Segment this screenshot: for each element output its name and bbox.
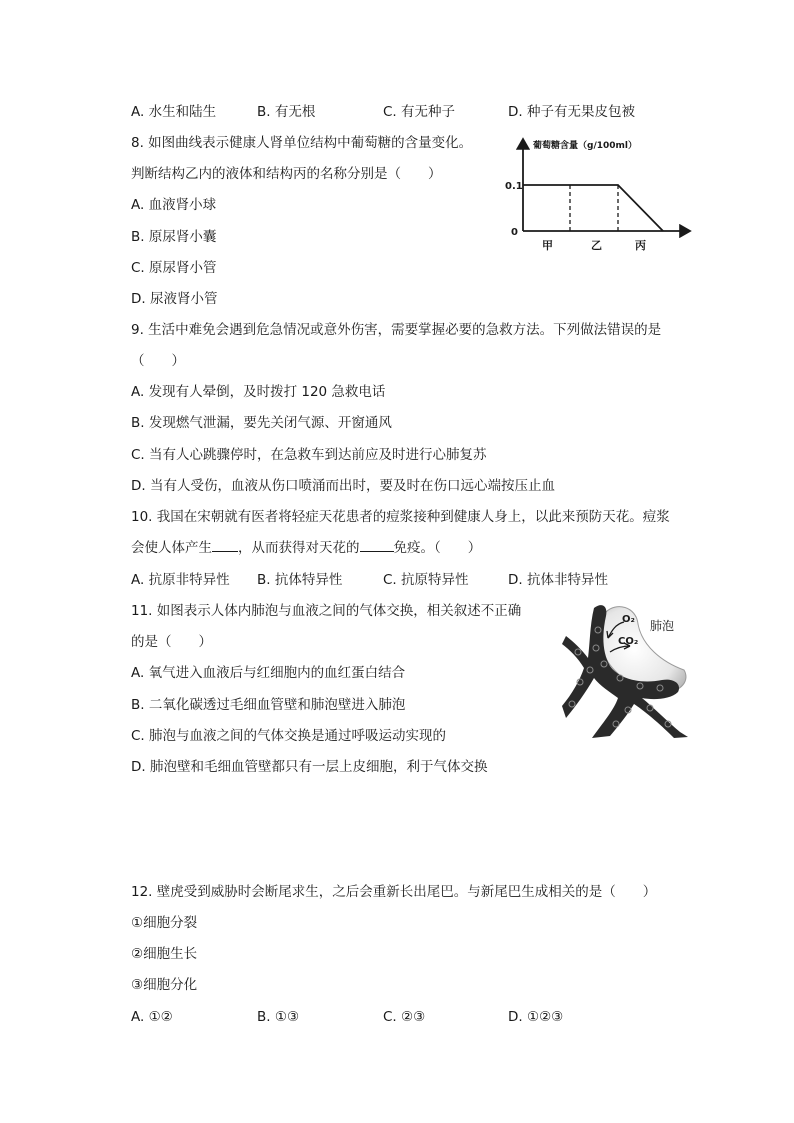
q10-blank-2 <box>360 539 394 552</box>
q12-option-c: C. ②③ <box>383 1009 426 1025</box>
glucose-chart <box>505 135 700 255</box>
q9-option-a: A. 发现有人晕倒，及时拨打 120 急救电话 <box>131 384 386 400</box>
chart-title: 葡萄糖含量（g/100ml） <box>533 141 637 151</box>
q11-option-d: D. 肺泡壁和毛细血管壁都只有一层上皮细胞，利于气体交换 <box>131 759 488 775</box>
q8-option-d: D. 尿液肾小管 <box>131 291 218 307</box>
q10-option-b: B. 抗体特异性 <box>257 572 343 588</box>
q10-text-a: 会使人体产生 <box>131 540 212 556</box>
o2-label: O₂ <box>622 614 635 625</box>
x-label-yi: 乙 <box>591 239 602 252</box>
series-line <box>523 185 663 231</box>
q11-option-a: A. 氧气进入血液后与红细胞内的血红蛋白结合 <box>131 665 406 681</box>
q10-stem-line2 <box>131 539 481 557</box>
q12-option-b: B. ①③ <box>257 1009 300 1025</box>
q11-option-c: C. 肺泡与血液之间的气体交换是通过呼吸运动实现的 <box>131 728 447 744</box>
q11-option-b: B. 二氧化碳透过毛细血管壁和肺泡壁进入肺泡 <box>131 697 406 713</box>
q9-stem-line1: 9. 生活中难免会遇到危急情况或意外伤害，需要掌握必要的急救方法。下列做法错误的是 <box>131 322 662 338</box>
y-tick-0: 0 <box>511 227 518 238</box>
y-tick-0.1: 0.1 <box>505 181 523 192</box>
q12-stem-line1: 12. 壁虎受到威胁时会断尾求生，之后会重新长出尾巴。与新尾巴生成相关的是（ ） <box>131 884 657 900</box>
q8-option-b: B. 原尿肾小囊 <box>131 229 217 245</box>
q7-option-c: C. 有无种子 <box>383 104 456 120</box>
q10-blank-1 <box>212 539 238 552</box>
q10-option-c: C. 抗原特异性 <box>383 572 469 588</box>
q9-option-d: D. 当有人受伤，血液从伤口喷涌而出时，要及时在伤口远心端按压止血 <box>131 478 555 494</box>
q12-item-1: ①细胞分裂 <box>131 915 198 931</box>
q10-text-b: ，从而获得对天花的 <box>238 540 360 556</box>
q10-stem-line1: 10. 我国在宋朝就有医者将轻症天花患者的痘浆接种到健康人身上，以此来预防天花。痘浆 <box>131 509 670 525</box>
alveolus-figure <box>558 600 693 740</box>
q10-text-c: 免疫。（ ） <box>393 540 482 556</box>
alveolus-label: 肺泡 <box>650 619 675 633</box>
x-label-bing: 丙 <box>635 239 646 252</box>
q12-option-a: A. ①② <box>131 1009 173 1025</box>
q9-stem-line2: （ ） <box>131 353 185 369</box>
x-label-jia: 甲 <box>542 239 553 252</box>
q8-option-c: C. 原尿肾小管 <box>131 260 217 276</box>
co2-label: CO₂ <box>618 636 639 647</box>
q10-option-d: D. 抗体非特异性 <box>508 572 608 588</box>
q10-option-a: A. 抗原非特异性 <box>131 572 230 588</box>
q7-option-a: A. 水生和陆生 <box>131 104 217 120</box>
q12-item-2: ②细胞生长 <box>131 946 198 962</box>
q12-option-d: D. ①②③ <box>508 1009 564 1025</box>
q11-stem-line1: 11. 如图表示人体内肺泡与血液之间的气体交换，相关叙述不正确 <box>131 603 522 619</box>
q8-stem-line2: 判断结构乙内的液体和结构丙的名称分别是（ ） <box>131 166 442 182</box>
q9-option-c: C. 当有人心跳骤停时，在急救车到达前应及时进行心肺复苏 <box>131 447 487 463</box>
q7-option-d: D. 种子有无果皮包被 <box>508 104 635 120</box>
q11-stem-line2: 的是（ ） <box>131 634 212 650</box>
q12-item-3: ③细胞分化 <box>131 977 198 993</box>
q7-option-b: B. 有无根 <box>257 104 316 120</box>
q8-stem-line1: 8. 如图曲线表示健康人肾单位结构中葡萄糖的含量变化。 <box>131 135 473 151</box>
q9-option-b: B. 发现燃气泄漏，要先关闭气源、开窗通风 <box>131 415 392 431</box>
q8-option-a: A. 血液肾小球 <box>131 197 217 213</box>
